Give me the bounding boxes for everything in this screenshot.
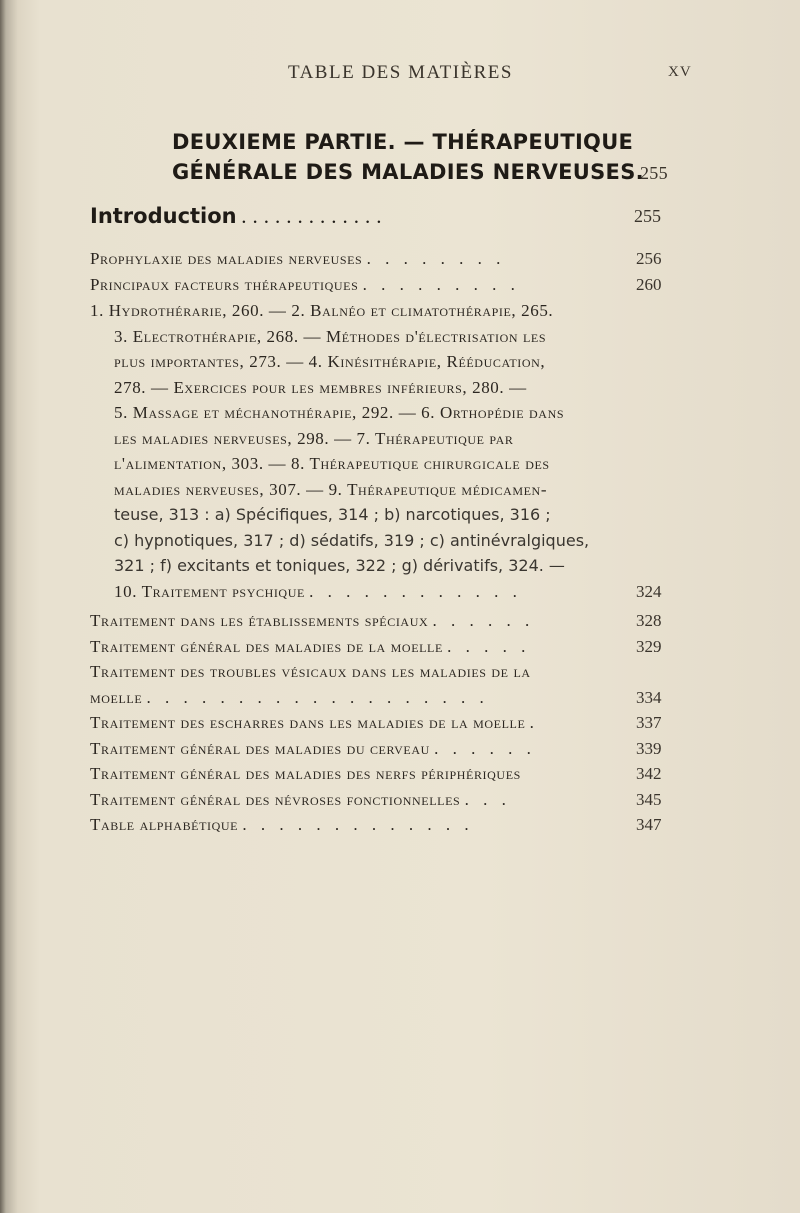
toc-entry-page: 345 <box>636 789 662 809</box>
toc-entry-page: 256 <box>636 249 662 268</box>
subsection-line <box>90 375 650 401</box>
toc-lower-entries <box>90 608 710 838</box>
subsection-list <box>90 298 662 604</box>
leader-dots: . . . <box>464 789 511 809</box>
toc-top-entries <box>90 246 710 297</box>
introduction-entry <box>90 204 690 234</box>
toc-entry-page: 339 <box>636 738 662 758</box>
toc-entry <box>90 685 710 711</box>
header-title: TABLE DES MATIÈRES <box>288 62 513 83</box>
toc-entry-label: Traitement des escharres dans les maladies de la moelle <box>90 713 526 732</box>
subsection-line <box>90 451 650 477</box>
leader-dots: . . . . . . <box>434 738 536 758</box>
subsection-line <box>90 400 650 426</box>
toc-entry-label: Traitement général des névroses fonctionnelles <box>90 789 461 809</box>
subsection-line-text: 10. Traitement psychique <box>114 581 305 601</box>
toc-entry-page: 337 <box>636 713 662 732</box>
subsection-line-text: l'alimentation, 303. — 8. Thérapeutique chirurgicale des <box>114 454 550 473</box>
header-page-number: XV <box>668 64 692 80</box>
subsection-line <box>90 502 650 528</box>
subsection-line-text: maladies nerveuses, 307. — 9. Thérapeutique médicamen- <box>114 479 548 499</box>
toc-entry <box>90 272 710 298</box>
part-page-number: 255 <box>640 163 668 183</box>
subsection-line-text: les maladies nerveuses, 298. — 7. Thérapeutique par <box>114 428 514 448</box>
subsection-line-text: teuse, 313 : a) Spécifiques, 314 ; b) narcotiques, 316 ; <box>114 505 551 524</box>
subsection-line-text: 3. Electrothérapie, 268. — Méthodes d'électrisation les <box>114 326 547 346</box>
part-heading-line-1: DEUXIEME PARTIE. — THÉRAPEUTIQUE <box>172 130 634 154</box>
toc-entry <box>90 787 710 813</box>
leader-dots: .............. <box>230 204 388 228</box>
subsection-line <box>90 553 650 579</box>
subsection-line-text: 1. Hydrothérarie, 260. — 2. Balnéo et climatothérapie, 265. <box>90 301 554 320</box>
toc-entry-label: Traitement des troubles vésicaux dans les maladies de la <box>90 662 531 681</box>
leader-dots: . . . . . . . . <box>366 249 506 268</box>
subsection-line-text: 321 ; f) excitants et toniques, 322 ; g) dérivatifs, 324. — <box>114 556 565 575</box>
toc-entry-page: 342 <box>636 764 662 783</box>
leader-dots: . . . . . . . . . . . . . <box>242 815 474 834</box>
subsection-line-text: plus importantes, 273. — 4. Kinésithérapie, Rééducation, <box>114 352 546 371</box>
toc-entry-page: 334 <box>636 687 662 707</box>
introduction-page: 255 <box>634 206 661 226</box>
toc-entry-label: Table alphabétique <box>90 815 239 834</box>
leader-dots: . . . . . . . . . . . . <box>309 581 522 601</box>
toc-entry <box>90 659 710 685</box>
part-heading-line-2-text: GÉNÉRALE DES MALADIES NERVEUSES. <box>172 160 644 184</box>
toc-entry <box>90 812 710 838</box>
toc-entry-page: 260 <box>636 274 662 294</box>
toc-entry <box>90 246 710 272</box>
toc-entry <box>90 608 710 634</box>
toc-entry-label: Prophylaxie des maladies nerveuses <box>90 249 363 268</box>
leader-dots: . . . . . . . . . . . . . . . . . . . <box>146 687 489 707</box>
part-heading-line-2 <box>172 158 644 186</box>
leader-dots: . <box>529 713 539 732</box>
leader-dots: . . . . . . <box>432 611 535 630</box>
introduction-label: Introduction <box>90 204 237 228</box>
subsection-line <box>90 426 650 452</box>
toc-entry-page: 328 <box>636 611 662 630</box>
toc-entry-label: Traitement général des maladies de la moelle <box>90 636 443 656</box>
leader-dots: . . . . . . . . . <box>362 274 520 294</box>
toc-entry-label: Traitement général des maladies des nerfs périphériques <box>90 764 521 783</box>
subsection-line <box>90 528 650 554</box>
subsection-line <box>90 477 650 503</box>
toc-entry-page: 347 <box>636 815 662 834</box>
subsection-line <box>90 324 650 350</box>
toc-entry-page: 329 <box>636 636 662 656</box>
toc-entry-label: moelle <box>90 687 143 707</box>
subsection-line-text: 5. Massage et méchanothérapie, 292. — 6. Orthopédie dans <box>114 403 565 422</box>
toc-entry <box>90 761 710 787</box>
toc-entry-label: Principaux facteurs thérapeutiques <box>90 274 359 294</box>
toc-entry <box>90 634 710 660</box>
subsection-line-text: 278. — Exercices pour les membres inférieurs, 280. — <box>114 377 527 397</box>
toc-entry <box>90 736 710 762</box>
subsection-line <box>90 579 662 605</box>
subsection-line <box>90 349 650 375</box>
toc-entry-label: Traitement dans les établissements spéciaux <box>90 611 429 630</box>
subsection-line-text: c) hypnotiques, 317 ; d) sédatifs, 319 ; c) antinévralgiques, <box>114 530 590 550</box>
subsection-last-page: 324 <box>636 581 662 601</box>
toc-entry <box>90 710 710 736</box>
running-header <box>0 62 800 86</box>
subsection-line <box>90 298 650 324</box>
leader-dots: . . . . . <box>447 636 531 656</box>
toc-entry-label: Traitement général des maladies du cerveau <box>90 738 430 758</box>
